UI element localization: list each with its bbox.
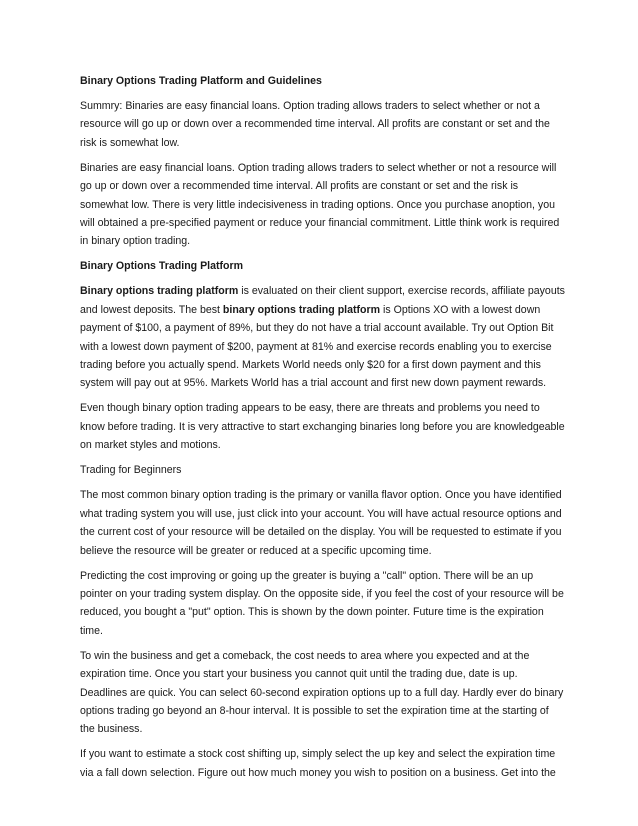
platform-bold-term-2: binary options trading platform <box>222 303 381 316</box>
platform-text-2: is Options XO with a lowest down payment of $100, a payment of 89%, but they do not have a trial account available. Try out Option Bit with a lowest down payment of $200, payment at 81% and exercise records enabling you to exercise trading before you actually spend. Markets World needs only $20 for a first down payment and this system will pay out at 95%. Markets World has a trial account and first new down payment rewards. <box>80 303 554 390</box>
document-page <box>80 72 566 789</box>
predicting-paragraph: Predicting the cost improving or going up the greater is buying a "call" option. There will be an up pointer on your trading system display. On the opposite side, if you feel the cost of your resource will be reduced, you bought a "put" option. This is shown by the down pointer. Future time is the expiration time. <box>80 569 564 637</box>
section-heading-platform: Binary Options Trading Platform <box>80 260 244 273</box>
section-heading-beginners: Trading for Beginners <box>80 464 182 477</box>
platform-paragraph <box>80 282 566 392</box>
platform-text-1: is evaluated on their client support, exercise records, affiliate payouts and lowest deposits. The best <box>80 285 565 316</box>
document-title: Binary Options Trading Platform and Guidelines <box>80 75 322 87</box>
intro-paragraph: Binaries are easy financial loans. Option trading allows traders to select whether or not a resource will go up or down over a recommended time interval. All profits are constant or set and the risk is somewhat low. There is very little indecisiveness in trading options. Once you purchase anoption, you will obtained a pre-specified payment or reduce your financial commitment. Little think work is required in binary option trading. <box>80 161 560 248</box>
estimate-paragraph: If you want to estimate a stock cost shifting up, simply select the up key and select the expiration time via a fall down selection. Figure out how much money you wish to position on a business. Get into the <box>80 748 556 779</box>
platform-bold-term-1: Binary options trading platform <box>80 285 239 298</box>
win-paragraph: To win the business and get a comeback, the cost needs to area where you expected and at the expiration time. Once you start your business you cannot quit until the trading due, date is up. Deadlines are quick. You can select 60-second expiration options up to a full day. Hardly ever do binary options trading go beyond an 8-hour interval. It is possible to set the expiration time at the starting of the business. <box>80 649 564 736</box>
beginners-paragraph: The most common binary option trading is the primary or vanilla flavor option. Once you have identified what trading system you will use, just click into your account. You will have actual resource options and the current cost of your resource will be detailed on the display. You will be requested to estimate if you believe the resource will be greater or reduced at a specific upcoming time. <box>80 489 562 557</box>
summary-paragraph: Summry: Binaries are easy financial loans. Option trading allows traders to select whether or not a resource will go up or down over a recommended time interval. All profits are constant or set and the risk is somewhat low. <box>80 100 550 149</box>
threats-paragraph: Even though binary option trading appears to be easy, there are threats and problems you need to know before trading. It is very attractive to start exchanging binaries long before you are knowledgeable on market styles and motions. <box>80 402 565 452</box>
